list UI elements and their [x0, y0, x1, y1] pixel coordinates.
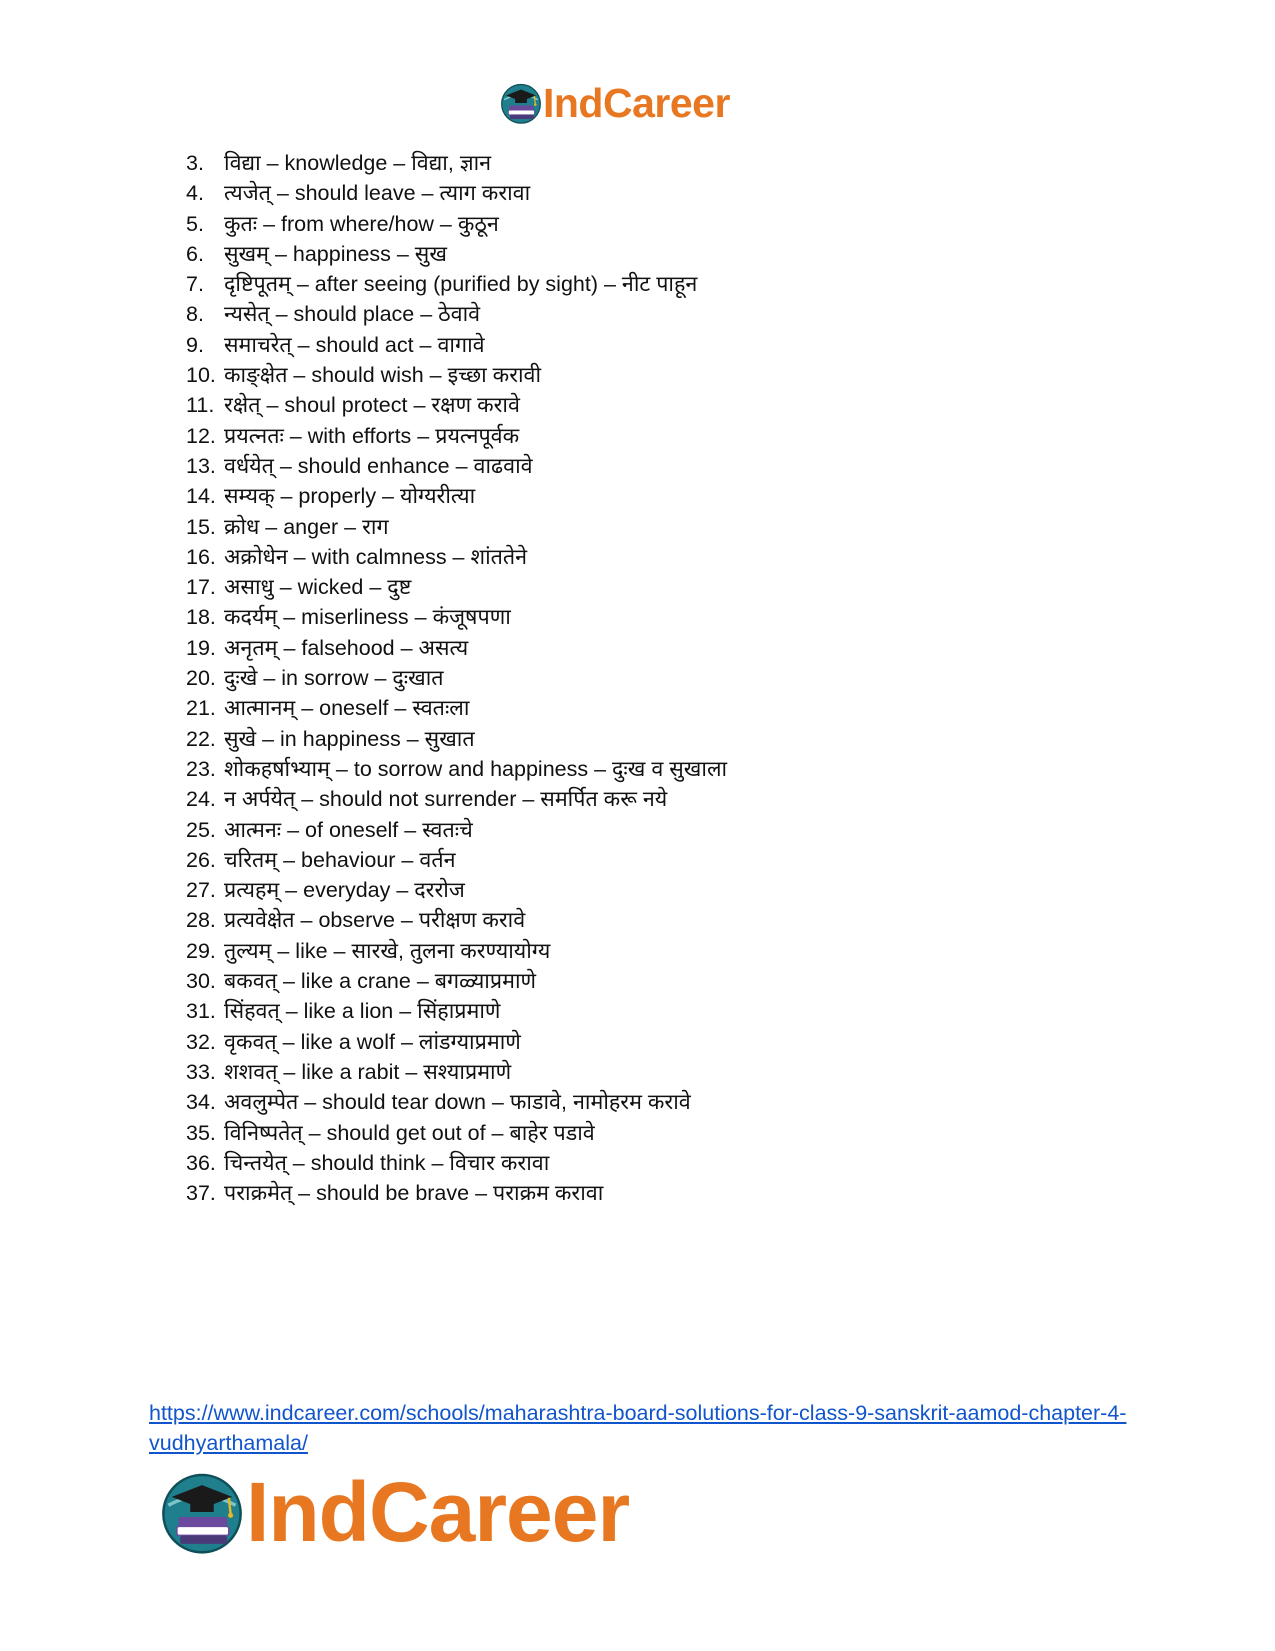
vocab-item — [186, 512, 727, 542]
vocab-item — [186, 330, 727, 360]
vocab-number: 11. — [186, 393, 215, 418]
vocab-number: 19. — [186, 635, 216, 660]
vocabulary-list — [186, 148, 727, 1208]
vocab-number: 21. — [186, 696, 216, 721]
vocab-text: वर्धयेत् – should enhance – वाढवावे — [224, 453, 533, 478]
vocab-text: सुखम् – happiness – सुख — [224, 241, 447, 266]
vocab-item — [186, 1118, 727, 1148]
vocab-item — [186, 572, 727, 602]
vocab-text: आत्मानम् – oneself – स्वतःला — [224, 696, 470, 721]
vocab-item — [186, 633, 727, 663]
vocab-item — [186, 1148, 727, 1178]
vocab-text: वृकवत् – like a wolf – लांडग्याप्रमाणे — [224, 1029, 521, 1054]
vocab-text: प्रत्यहम् – everyday – दररोज — [224, 878, 465, 903]
vocab-item — [186, 693, 727, 723]
vocab-item — [186, 815, 727, 845]
vocab-number: 15. — [186, 514, 216, 539]
vocab-item — [186, 360, 727, 390]
vocab-text: प्रत्यवेक्षेत – observe – परीक्षण करावे — [224, 908, 526, 933]
vocab-text: त्यजेत् – should leave – त्याग करावा — [224, 181, 531, 206]
vocab-number: 30. — [186, 969, 216, 994]
vocab-text: सिंहवत् – like a lion – सिंहाप्रमाणे — [224, 999, 501, 1024]
vocab-text: रक्षेत् – shoul protect – रक्षण करावे — [224, 393, 520, 418]
vocab-number: 26. — [186, 847, 216, 872]
vocab-number: 8. — [186, 302, 204, 327]
vocab-item — [186, 784, 727, 814]
vocab-text: अनृतम् – falsehood – असत्य — [224, 635, 469, 660]
vocab-item — [186, 754, 727, 784]
vocab-number: 12. — [186, 423, 216, 448]
vocab-text: काङ्क्षेत – should wish – इच्छा करावी — [224, 363, 542, 388]
vocab-item — [186, 875, 727, 905]
vocab-text: शशवत् – like a rabit – सश्याप्रमाणे — [224, 1059, 512, 1084]
vocab-text: सुखे – in happiness – सुखात — [224, 726, 475, 751]
vocab-number: 27. — [186, 878, 216, 903]
vocab-number: 33. — [186, 1059, 216, 1084]
vocab-item — [186, 724, 727, 754]
vocab-item — [186, 178, 727, 208]
vocab-item — [186, 481, 727, 511]
vocab-text: पराक्रमेत् – should be brave – पराक्रम करावा — [224, 1181, 604, 1206]
vocab-item — [186, 239, 727, 269]
vocab-text: विनिष्पतेत् – should get out of – बाहेर पडावे — [224, 1120, 595, 1145]
vocab-text: न्यसेत् – should place – ठेवावे — [224, 302, 481, 327]
vocab-number: 5. — [186, 211, 204, 236]
vocab-number: 10. — [186, 363, 216, 388]
footer-logo-text: IndCareer — [246, 1465, 630, 1559]
vocab-number: 32. — [186, 1029, 216, 1054]
vocab-number: 37. — [186, 1181, 216, 1206]
vocab-number: 14. — [186, 484, 216, 509]
vocab-number: 24. — [186, 787, 216, 812]
vocab-text: दृष्टिपूतम् – after seeing (purified by sight) – नीट पाहून — [224, 272, 698, 297]
vocab-text: बकवत् – like a crane – बगळ्याप्रमाणे — [224, 969, 537, 994]
vocab-item — [186, 209, 727, 239]
vocab-text: कदर्यम् – miserliness – कंजूषपणा — [224, 605, 511, 630]
vocab-number: 7. — [186, 272, 204, 297]
vocab-number: 9. — [186, 332, 204, 357]
vocab-text: कुतः – from where/how – कुठून — [224, 211, 499, 236]
vocab-text: दुःखे – in sorrow – दुःखात — [224, 666, 444, 691]
vocab-item — [186, 663, 727, 693]
vocab-item — [186, 421, 727, 451]
vocab-text: चिन्तयेत् – should think – विचार करावा — [224, 1150, 550, 1175]
vocab-item — [186, 966, 727, 996]
vocab-number: 34. — [186, 1090, 216, 1115]
vocab-number: 6. — [186, 241, 204, 266]
vocab-number: 20. — [186, 666, 216, 691]
vocab-item — [186, 299, 727, 329]
header-logo[interactable] — [500, 80, 730, 126]
vocab-number: 23. — [186, 756, 216, 781]
vocab-number: 28. — [186, 908, 216, 933]
vocab-item — [186, 996, 727, 1026]
footer-logo[interactable] — [160, 1466, 629, 1558]
vocab-number: 29. — [186, 938, 216, 963]
vocab-text: सम्यक् – properly – योग्यरीत्या — [224, 484, 476, 509]
vocab-text: चरितम् – behaviour – वर्तन — [224, 847, 456, 872]
vocab-text: प्रयत्नतः – with efforts – प्रयत्नपूर्वक — [224, 423, 520, 448]
vocab-item — [186, 1178, 727, 1208]
vocab-number: 16. — [186, 544, 216, 569]
vocab-number: 36. — [186, 1150, 216, 1175]
vocab-number: 13. — [186, 453, 216, 478]
vocab-text: अक्रोधेन – with calmness – शांततेने — [224, 544, 528, 569]
vocab-number: 31. — [186, 999, 216, 1024]
vocab-number: 4. — [186, 181, 204, 206]
header-logo-text: IndCareer — [543, 79, 730, 126]
vocab-number: 3. — [186, 151, 204, 175]
vocab-number: 35. — [186, 1120, 216, 1145]
vocab-number: 18. — [186, 605, 216, 630]
vocab-item — [186, 451, 727, 481]
vocab-text: विद्या – knowledge – विद्या, ज्ञान — [224, 151, 492, 175]
vocab-item — [186, 905, 727, 935]
vocab-item — [186, 602, 727, 632]
vocab-text: क्रोध – anger – राग — [224, 514, 389, 539]
vocab-item — [186, 1027, 727, 1057]
vocab-item — [186, 936, 727, 966]
vocab-item — [186, 269, 727, 299]
vocab-item — [186, 845, 727, 875]
vocab-item — [186, 1057, 727, 1087]
vocab-number: 25. — [186, 817, 216, 842]
vocab-number: 22. — [186, 726, 216, 751]
vocab-text: तुल्यम् – like – सारखे, तुलना करण्यायोग्य — [224, 938, 551, 963]
vocab-text: शोकहर्षाभ्याम् – to sorrow and happiness – दुःख व सुखाला — [224, 756, 728, 781]
graduation-cap-books-icon — [160, 1470, 244, 1554]
vocab-item — [186, 1087, 727, 1117]
vocab-text: आत्मनः – of oneself – स्वतःचे — [224, 817, 473, 842]
vocab-item — [186, 390, 727, 420]
vocab-item — [186, 542, 727, 572]
vocab-text: असाधु – wicked – दुष्ट — [224, 575, 412, 600]
source-link[interactable]: https://www.indcareer.com/schools/maharashtra-board-solutions-for-class-9-sanskrit-aamod-chapter-4-vudhyarthamala/ — [149, 1401, 1127, 1455]
graduation-cap-books-icon — [500, 82, 542, 124]
vocab-text: समाचरेत् – should act – वागावे — [224, 332, 485, 357]
vocab-text: अवलुम्पेत – should tear down – फाडावे, नामोहरम करावे — [224, 1090, 691, 1115]
vocab-text: न अर्पयेत् – should not surrender – समर्पित करू नये — [224, 787, 668, 812]
vocab-number: 17. — [186, 575, 216, 600]
vocab-item — [186, 148, 727, 178]
